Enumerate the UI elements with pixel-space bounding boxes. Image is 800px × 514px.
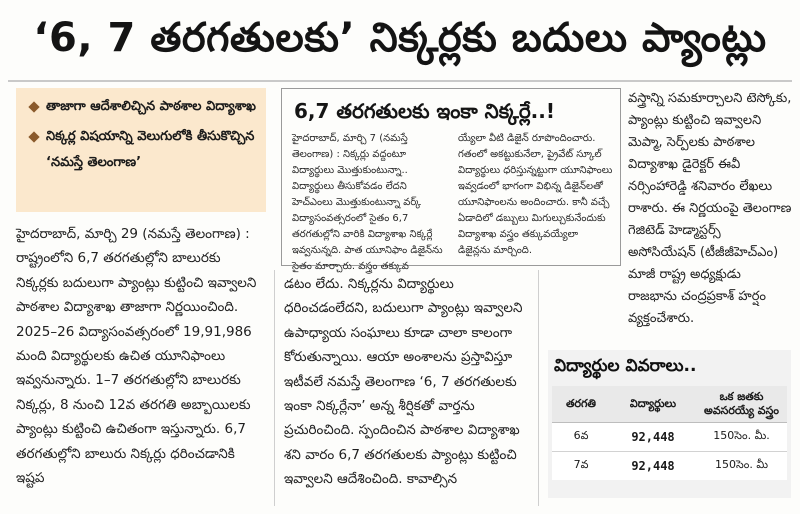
table-cell: 92,448	[610, 423, 696, 452]
column-divider	[274, 270, 275, 506]
table-row	[552, 423, 787, 452]
diamond-bullet-icon	[28, 131, 39, 142]
related-story-column-2: య్యేలా వీటి డిజైన్ రూపొందించారు. గతంలో అకట్టుకునేలా, ప్రైవేట్ స్కూల్ విద్యార్థులు ధరిస్తున్నట్టుగా యూనిఫాంలు ఇవ్వడంలో భాగంగా విభిన్న డిజైన్‌లతో యూనిఫాంలను అందించారు. కానీ వచ్చే ఏడాదిలో డబ్బులు మిగుల్చుకునేందుకు విద్యాశాఖ వస్త్రం తక్కువయ్యేలా డిజైన్లను మార్చింది.	[458, 133, 613, 256]
related-story-box	[281, 88, 621, 272]
related-story-title: 6,7 తరగతులకు ఇంకా నిక్కర్లే..!	[294, 99, 555, 123]
table-header-cell: ఒక జతకు అవసరయ్యే వస్త్రం	[696, 386, 787, 423]
student-details-table	[552, 386, 787, 480]
highlight-item	[30, 94, 256, 120]
highlights-box	[16, 88, 266, 212]
article-paragraph: హైదరాబాద్, మార్చి 29 (నమస్తే తెలంగాణ) : రాష్ట్రంలోని 6,7 తరగతుల్లోని బాలురకు నిక్కర్లకు బదులుగా ప్యాంట్లు కుట్టించి ఇవ్వాలని పాఠశాల విద్యాశాఖ తాజాగా నిర్ణయించింది. 2025–26 విద్యాసంవత్సరంలో 19,91,986 మంది విద్యార్థులకు ఉచిత యూనిఫాంలు ఇవ్వనున్నారు. 1–7 తరగతుల్లోని బాలురకు నిక్కర్లు, 8 నుంచి 12వ తరగతి అబ్బాయిలకు ప్యాంట్లు కుట్టించి ఉచితంగా ఇస్తున్నారు. 6,7 తరగతుల్లోని బాలురు నిక్కర్లు ధరించడానికి ఇష్టప	[16, 226, 257, 487]
column-divider	[538, 270, 539, 506]
related-story-column-1: హైదరాబాద్, మార్చి 7 (నమస్తే తెలంగాణ) : నిక్కర్లు వద్దంటూ విద్యార్థులు మొత్తుకుంటున్నా.. విద్యార్థులు తీసుకోవడం లేదని హెచ్‌ఎంలు మొత్తుకుంటున్నా వర్క్ విద్యాసంవత్సరంలో సైతం 6,7 తరగతుల్లోని వారికి విద్యాశాఖ నిక్కర్లే ఇవ్వనున్నది. పాత యూనిఫాం డిజైన్‌ను సైతం మార్చారు. వస్త్రం తక్కువ	[292, 133, 443, 272]
table-header-row	[552, 386, 787, 423]
table-row	[552, 452, 787, 481]
student-details-panel	[548, 350, 791, 498]
table-cell: 150సెం. మీ	[696, 452, 787, 481]
highlight-item	[30, 124, 256, 176]
article-paragraph: వస్త్రాన్ని సమకూర్చాలని టెస్కోకు, ప్యాంట్లు కుట్టించి ఇవ్వాలని మెప్మా, సెర్ప్‌లకు పాఠశాల విద్యాశాఖ డైరెక్టర్ ఈవీ నర్సింహారెడ్డి శనివారం లేఖలు రాశారు. ఈ నిర్ణయంపై తెలంగాణ గెజిటెడ్ హెడ్మాస్టర్స్ అసోసియేషన్ (టీజీజీహెచ్ఎం) మాజీ రాష్ట్ర అధ్యక్షుడు రాజభాను చంద్రప్రకాశ్ హర్షం వ్యక్తంచేశారు.	[628, 91, 792, 326]
table-cell: 150సెం. మీ.	[696, 423, 787, 452]
table-header-cell: తరగతి	[552, 386, 610, 423]
article-column-3	[628, 88, 792, 330]
diamond-bullet-icon	[28, 101, 39, 112]
article-column-2	[284, 272, 534, 492]
headline: ‘6, 7 తరగతులకు’ నిక్కర్లకు బదులు ప్యాంట్లు	[33, 15, 767, 61]
table-header-cell: విద్యార్థులు	[610, 386, 696, 423]
table-title: విద్యార్థుల వివరాలు..	[554, 356, 697, 376]
highlight-text: నిక్కర్ల విషయాన్ని వెలుగులోకి తీసుకొచ్చిన ‘నమస్తే తెలంగాణ’	[46, 129, 255, 170]
table-cell: 92,448	[610, 452, 696, 481]
headline-divider	[8, 80, 792, 82]
table-cell: 6వ	[552, 423, 610, 452]
article-column-1	[16, 222, 266, 490]
highlight-text: తాజాగా ఆదేశాలిచ్చిన పాఠశాల విద్యాశాఖ	[46, 99, 256, 114]
article-paragraph: డటం లేదు. నిక్కర్లను విద్యార్థులు ధరించడంలేదని, బదులుగా ప్యాంట్లు ఇవ్వాలని ఉపాధ్యాయ సంఘాలు కూడా చాలా కాలంగా కోరుతున్నాయి. ఆయా అంశాలను ప్రస్తావిస్తూ ఇటీవలే నమస్తే తెలంగాణ ‘6, 7 తరగతులకు ఇంకా నిక్కర్లేనా’ అన్న శీర్షికతో వార్తను ప్రచురించింది. స్పందించిన పాఠశాల విద్యాశాఖ శని వారం 6,7 తరగతులకు ప్యాంట్లు కుట్టించి ఇవ్వాలని ఆదేశించింది. కావాల్సిన	[284, 276, 523, 488]
table-cell: 7వ	[552, 452, 610, 481]
